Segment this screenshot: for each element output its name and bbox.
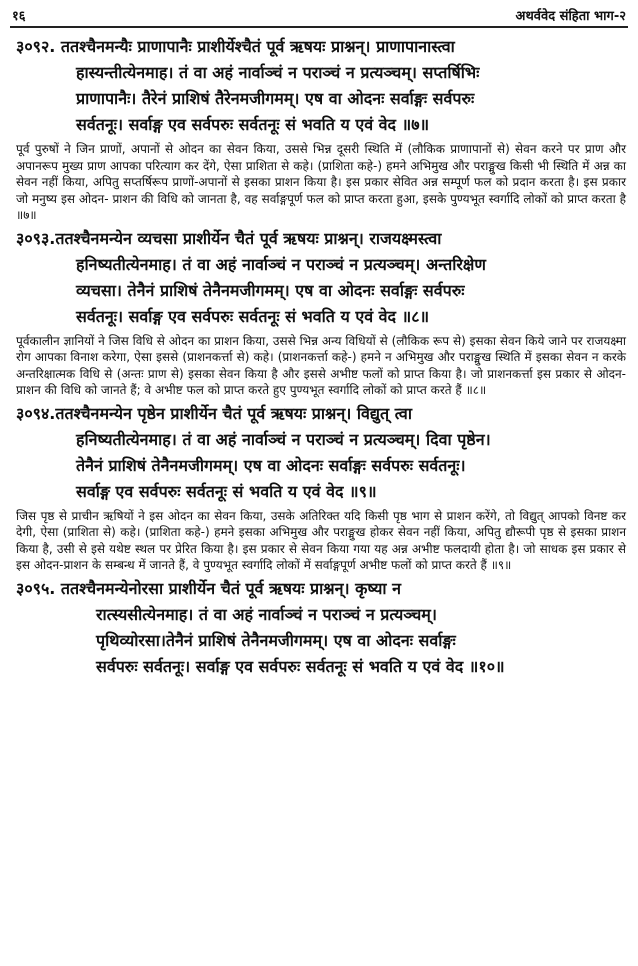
- verse-line: सर्वतनूः। सर्वाङ्ग एव सर्वपरुः सर्वतनूः सं भवति य एवं वेद ॥७॥: [76, 115, 430, 134]
- translation-paragraph: पूर्वकालीन ज्ञानियों ने जिस विधि से ओदन का प्राशन किया, उससे भिन्न अन्य विधियों से (लौकिक रूप से) इसका सेवन किये जाने पर राजयक्ष्मा रोग आपका विनाश करेगा, ऐसा इससे (प्राशनकर्त्ता से) कहे। (प्राशनकर्त्ता कहे-) हमने न अभिमुख और पराङ्मुख स्थिति में इसका सेवन न करके अन्तरिक्षात्मक विधि से (अन्तः प्राण से) इसका सेवन किया है और इससे अभीष्ट फलों को प्राप्त किया है। जो प्राशनकर्त्ता इस प्रकार से ओदन-प्राशन की विधि को जानते हैं; वे अभीष्ट फल को प्राप्त करते हुए पुण्यभूत स्वर्गादि लोकों को प्राप्त करते हैं ॥८॥: [16, 333, 626, 397]
- verse-line: तेनैनं प्राशिषं तेनैनमजीगमम्। एष वा ओदनः सर्वाङ्गः सर्वपरुः सर्वतनूः।: [76, 455, 466, 475]
- page-body: [16, 34, 626, 680]
- running-title: अथर्ववेद संहिता भाग-२: [515, 9, 626, 24]
- translation-paragraph: पूर्व पुरुषों ने जिन प्राणों, अपानों से ओदन का सेवन किया, उससे भिन्न दूसरी स्थिति में (लौकिक प्राणापानों से) सेवन करने पर प्राण और अपानरूप मुख्य प्राण आपका परित्याग कर देंगे, ऐसा प्राशिता से कहे। (प्राशिता कहे-) हमने अभिमुख और पराङ्मुख किसी भी स्थिति में अन्न का सेवन नहीं किया, अपितु सप्तर्षिरूप प्राणों-अपानों से इसका प्राशन किया है। इस प्रकार सेवित अन्न सम्पूर्ण फल को प्रदान करता है। इस प्रकार जो मनुष्य इस ओदन- प्राशन की विधि को जानता है, वह सर्वाङ्गपूर्ण फल को प्राप्त करता हुआ, इसके पुण्यभूत स्वर्गादि लोकों को प्राप्त करता है ॥७॥: [16, 142, 626, 222]
- page-header: [10, 4, 628, 28]
- verse-line: ३०९५. ततश्चैनमन्येनोरसा प्राशीर्येन चैतं पूर्व ऋषयः प्राश्नन्। कृष्या न: [16, 578, 401, 598]
- mantra-3093: [16, 226, 626, 399]
- mantra-3092: [16, 34, 626, 224]
- verse-line: सर्वपरुः सर्वतनूः। सर्वाङ्ग एव सर्वपरुः सर्वतनूः सं भवति य एवं वेद ॥१०॥: [96, 656, 505, 676]
- page-number: १६: [12, 9, 26, 24]
- verse-line: हास्यन्तीत्येनमाह। तं वा अहं नार्वाञ्चं न पराञ्चं न प्रत्यञ्चम्। सप्तर्षिभिः: [76, 63, 480, 82]
- verse-line: ३०९४.ततश्चैनमन्येन पृष्ठेन प्राशीर्येन चैतं पूर्व ऋषयः प्राश्नन्। विद्युत् त्वा: [16, 403, 412, 423]
- verse-line: सर्वतनूः। सर्वाङ्ग एव सर्वपरुः सर्वतनूः सं भवति य एवं वेद ॥८॥: [76, 306, 430, 326]
- verse-line: व्यचसा। तेनैनं प्राशिषं तेनैनमजीगमम्। एष वा ओदनः सर्वाङ्गः सर्वपरुः: [76, 280, 465, 300]
- mantra-3095: [16, 576, 626, 680]
- verse-line: हनिष्यतीत्येनमाह। तं वा अहं नार्वाञ्चं न पराञ्चं न प्रत्यञ्चम्। दिवा पृष्ठेन।: [76, 429, 491, 449]
- mantra-3094: [16, 401, 626, 574]
- verse-line: ३०९३.ततश्चैनमन्येन व्यचसा प्राशीर्येन चैतं पूर्व ऋषयः प्राश्नन्। राजयक्ष्मस्त्वा: [16, 228, 442, 248]
- verse-line: सर्वाङ्ग एव सर्वपरुः सर्वतनूः सं भवति य एवं वेद ॥९॥: [76, 481, 377, 501]
- verse-line: पृथिव्योरसा।तेनैनं प्राशिषं तेनैनमजीगमम्। एष वा ओदनः सर्वाङ्गः: [96, 630, 456, 650]
- translation-paragraph: जिस पृष्ठ से प्राचीन ऋषियों ने इस ओदन का सेवन किया, उसके अतिरिक्त यदि किसी पृष्ठ भाग से प्राशन करेंगे, तो विद्युत् आपको विनष्ट कर देगी, ऐसा (प्राशिता से) कहे। (प्राशिता कहे-) हमने इसका अभिमुख और पराङ्मुख होकर सेवन नहीं किया, अपितु द्यौरूपी पृष्ठ से इसका प्राशन किया है, उसी से इसे यथेष्ट स्थल पर प्रेरित किया है। इस प्रकार से सेवन किया गया यह अन्न अभीष्ट फलदायी होता है। जो साधक इस प्रकार से इस ओदन-प्राशन के सम्बन्ध में जानते हैं, वे पुण्यभूत स्वर्गादि लोकों में सर्वाङ्गपूर्ण अभीष्ट फलों को प्राप्त करते हैं ॥९॥: [16, 508, 626, 572]
- verse-line: रात्स्यसीत्येनमाह। तं वा अहं नार्वाञ्चं न पराञ्चं न प्रत्यञ्चम्।: [96, 604, 437, 624]
- verse-line: प्राणापानैः। तैरेनं प्राशिषं तैरेनमजीगमम्। एष वा ओदनः सर्वाङ्गः सर्वपरुः: [76, 89, 475, 108]
- verse-line: ३०९२. ततश्चैनमन्यैः प्राणापानैः प्राशीर्येश्चैतं पूर्व ऋषयः प्राश्नन्। प्राणापानास्त्वा: [16, 37, 455, 56]
- verse-line: हनिष्यतीत्येनमाह। तं वा अहं नार्वाञ्चं न पराञ्चं न प्रत्यञ्चम्। अन्तरिक्षेण: [76, 254, 486, 274]
